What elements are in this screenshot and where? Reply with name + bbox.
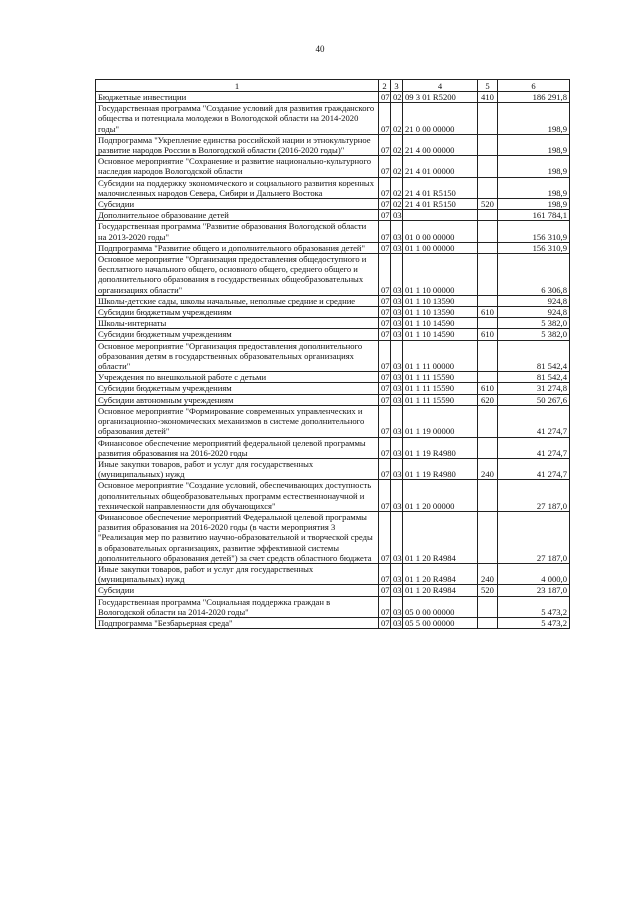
cell-name: Финансовое обеспечение мероприятий Федеральной целевой программы развития образования на 2016-2020 годы (в части мероприятия 3 "Реализация мер по развитию научно-образовательной и творческой среды в образовательных организациях, развитие эффективной системы дополнительного образования детей") за счет средств областного бюджета: [96, 511, 379, 563]
cell-amount: 5 382,0: [498, 318, 570, 329]
cell-expense-type: [478, 318, 498, 329]
cell-amount: 5 382,0: [498, 329, 570, 340]
cell-expense-type: 520: [478, 585, 498, 596]
cell-amount: 31 274,8: [498, 383, 570, 394]
cell-expense-type: [478, 295, 498, 306]
table-row: [96, 480, 570, 512]
cell-expense-type: [478, 103, 498, 135]
cell-expense-type: [478, 340, 498, 372]
cell-name: Бюджетные инвестиции: [96, 92, 379, 103]
cell-section: 07: [379, 458, 391, 479]
cell-name: Основное мероприятие "Организация предоставления общедоступного и бесплатного начального общего, основного общего, среднего общего и дополнительного образования в государственных общеобразовательных организациях области": [96, 254, 379, 296]
cell-subsection: 03: [391, 617, 403, 628]
cell-subsection: 03: [391, 329, 403, 340]
cell-target-code: 21 0 00 00000: [403, 103, 478, 135]
cell-section: 07: [379, 318, 391, 329]
cell-target-code: 21 4 01 R5150: [403, 177, 478, 198]
cell-section: 07: [379, 340, 391, 372]
cell-target-code: 01 1 20 R4984: [403, 585, 478, 596]
cell-name: Субсидии на поддержку экономического и социального развития коренных малочисленных народов Севера, Сибири и Дальнего Востока: [96, 177, 379, 198]
cell-subsection: 03: [391, 563, 403, 584]
cell-section: 07: [379, 372, 391, 383]
cell-target-code: 01 1 10 13590: [403, 295, 478, 306]
table-row: [96, 458, 570, 479]
cell-subsection: 03: [391, 383, 403, 394]
table-row: [96, 199, 570, 210]
page-number: 40: [315, 44, 325, 54]
cell-subsection: 03: [391, 210, 403, 221]
cell-expense-type: 410: [478, 92, 498, 103]
cell-subsection: 03: [391, 318, 403, 329]
cell-name: Субсидии автономным учреждениям: [96, 394, 379, 405]
cell-amount: 198,9: [498, 156, 570, 177]
table-row: [96, 596, 570, 617]
cell-subsection: 03: [391, 242, 403, 253]
cell-name: Субсидии бюджетным учреждениям: [96, 307, 379, 318]
cell-target-code: 01 1 20 00000: [403, 480, 478, 512]
table-row: [96, 585, 570, 596]
cell-target-code: 01 1 10 14590: [403, 318, 478, 329]
table-row: [96, 156, 570, 177]
cell-section: 07: [379, 383, 391, 394]
table-row: [96, 617, 570, 628]
table-row: [96, 394, 570, 405]
cell-subsection: 03: [391, 340, 403, 372]
cell-section: 07: [379, 307, 391, 318]
cell-expense-type: [478, 221, 498, 242]
table-row: [96, 329, 570, 340]
cell-section: 07: [379, 511, 391, 563]
cell-subsection: 03: [391, 458, 403, 479]
cell-section: 07: [379, 177, 391, 198]
cell-subsection: 03: [391, 405, 403, 437]
cell-name: Школы-детские сады, школы начальные, неполные средние и средние: [96, 295, 379, 306]
cell-target-code: 21 4 00 00000: [403, 134, 478, 155]
cell-amount: 924,8: [498, 295, 570, 306]
cell-name: Основное мероприятие "Сохранение и развитие национально-культурного наследия народов Вологодской области: [96, 156, 379, 177]
cell-target-code: 01 1 00 00000: [403, 242, 478, 253]
cell-section: 07: [379, 329, 391, 340]
cell-amount: 924,8: [498, 307, 570, 318]
table-row: [96, 177, 570, 198]
cell-expense-type: [478, 242, 498, 253]
cell-target-code: 01 1 11 15590: [403, 383, 478, 394]
cell-amount: 81 542,4: [498, 372, 570, 383]
table-row: [96, 563, 570, 584]
cell-target-code: 01 1 10 13590: [403, 307, 478, 318]
header-cell-1: 1: [96, 80, 379, 92]
table-row: [96, 383, 570, 394]
cell-expense-type: [478, 617, 498, 628]
cell-section: 07: [379, 596, 391, 617]
cell-section: 07: [379, 585, 391, 596]
table-row: [96, 242, 570, 253]
cell-subsection: 02: [391, 177, 403, 198]
cell-amount: 186 291,8: [498, 92, 570, 103]
cell-target-code: 05 0 00 00000: [403, 596, 478, 617]
cell-target-code: 01 0 00 00000: [403, 221, 478, 242]
cell-amount: 156 310,9: [498, 221, 570, 242]
cell-expense-type: [478, 134, 498, 155]
cell-section: 07: [379, 242, 391, 253]
cell-subsection: 03: [391, 437, 403, 458]
cell-name: Школы-интернаты: [96, 318, 379, 329]
table-row: [96, 405, 570, 437]
cell-name: Государственная программа "Развитие образования Вологодской области на 2013-2020 годы": [96, 221, 379, 242]
cell-section: 07: [379, 210, 391, 221]
cell-name: Финансовое обеспечение мероприятий федеральной целевой программы развития образования на 2016-2020 годы: [96, 437, 379, 458]
cell-target-code: 21 4 01 R5150: [403, 199, 478, 210]
header-cell-3: 3: [391, 80, 403, 92]
cell-name: Основное мероприятие "Формирование современных управленческих и организационно-экономических механизмов в системе дополнительного образования детей": [96, 405, 379, 437]
cell-expense-type: [478, 511, 498, 563]
cell-target-code: 01 1 19 R4980: [403, 437, 478, 458]
cell-amount: 50 267,6: [498, 394, 570, 405]
cell-target-code: 01 1 11 15590: [403, 372, 478, 383]
cell-subsection: 02: [391, 199, 403, 210]
cell-expense-type: [478, 405, 498, 437]
cell-amount: 5 473,2: [498, 617, 570, 628]
cell-expense-type: 520: [478, 199, 498, 210]
cell-name: Подпрограмма "Безбарьерная среда": [96, 617, 379, 628]
cell-expense-type: 240: [478, 563, 498, 584]
cell-name: Государственная программа "Социальная поддержка граждан в Вологодской области на 2014-2020 годы": [96, 596, 379, 617]
cell-amount: 161 784,1: [498, 210, 570, 221]
table-row: [96, 437, 570, 458]
cell-subsection: 03: [391, 394, 403, 405]
cell-section: 07: [379, 617, 391, 628]
cell-name: Государственная программа "Создание условий для развития гражданского общества и потенциала молодежи в Вологодской области на 2014-2020 годы": [96, 103, 379, 135]
cell-expense-type: [478, 254, 498, 296]
cell-target-code: 05 5 00 00000: [403, 617, 478, 628]
cell-section: 07: [379, 103, 391, 135]
cell-name: Субсидии: [96, 199, 379, 210]
cell-expense-type: 240: [478, 458, 498, 479]
cell-section: 07: [379, 394, 391, 405]
table-row: [96, 511, 570, 563]
cell-name: Субсидии бюджетным учреждениям: [96, 329, 379, 340]
table-row: [96, 318, 570, 329]
cell-amount: 41 274,7: [498, 437, 570, 458]
cell-target-code: 01 1 20 R4984: [403, 563, 478, 584]
cell-name: Субсидии: [96, 585, 379, 596]
cell-section: 07: [379, 92, 391, 103]
cell-amount: 5 473,2: [498, 596, 570, 617]
cell-amount: 27 187,0: [498, 511, 570, 563]
cell-expense-type: 620: [478, 394, 498, 405]
table-row: [96, 103, 570, 135]
table-row: [96, 210, 570, 221]
cell-section: 07: [379, 295, 391, 306]
table-row: [96, 307, 570, 318]
cell-section: 07: [379, 134, 391, 155]
cell-name: Основное мероприятие "Организация предоставления дополнительного образования детям в государственных образовательных организациях области": [96, 340, 379, 372]
header-cell-4: 4: [403, 80, 478, 92]
cell-amount: 23 187,0: [498, 585, 570, 596]
cell-name: Иные закупки товаров, работ и услуг для государственных (муниципальных) нужд: [96, 563, 379, 584]
budget-table: [95, 79, 570, 629]
cell-section: 07: [379, 254, 391, 296]
cell-amount: 27 187,0: [498, 480, 570, 512]
cell-target-code: 01 1 20 R4984: [403, 511, 478, 563]
cell-target-code: 01 1 11 15590: [403, 394, 478, 405]
cell-name: Подпрограмма "Укрепление единства российской нации и этнокультурное развитие народов России в Вологодской области (2016-2020 годы)": [96, 134, 379, 155]
cell-subsection: 02: [391, 134, 403, 155]
cell-amount: 198,9: [498, 134, 570, 155]
table-row: [96, 92, 570, 103]
cell-subsection: 03: [391, 307, 403, 318]
cell-expense-type: [478, 437, 498, 458]
cell-subsection: 02: [391, 92, 403, 103]
table-row: [96, 134, 570, 155]
cell-subsection: 02: [391, 103, 403, 135]
cell-name: Учреждения по внешкольной работе с детьми: [96, 372, 379, 383]
cell-target-code: 01 1 10 00000: [403, 254, 478, 296]
cell-expense-type: [478, 210, 498, 221]
cell-subsection: 03: [391, 295, 403, 306]
cell-expense-type: [478, 480, 498, 512]
cell-subsection: 03: [391, 372, 403, 383]
cell-section: 07: [379, 480, 391, 512]
table-row: [96, 254, 570, 296]
cell-expense-type: [478, 156, 498, 177]
cell-section: 07: [379, 221, 391, 242]
cell-name: Субсидии бюджетным учреждениям: [96, 383, 379, 394]
cell-amount: 41 274,7: [498, 405, 570, 437]
cell-target-code: [403, 210, 478, 221]
cell-subsection: 03: [391, 221, 403, 242]
table-row: [96, 221, 570, 242]
cell-expense-type: [478, 372, 498, 383]
cell-target-code: 01 1 11 00000: [403, 340, 478, 372]
cell-amount: 198,9: [498, 199, 570, 210]
cell-target-code: 09 3 01 R5200: [403, 92, 478, 103]
cell-subsection: 03: [391, 596, 403, 617]
cell-section: 07: [379, 199, 391, 210]
cell-name: Иные закупки товаров, работ и услуг для государственных (муниципальных) нужд: [96, 458, 379, 479]
cell-expense-type: [478, 177, 498, 198]
cell-amount: 41 274,7: [498, 458, 570, 479]
cell-amount: 81 542,4: [498, 340, 570, 372]
cell-amount: 156 310,9: [498, 242, 570, 253]
table-row: [96, 340, 570, 372]
cell-target-code: 01 1 19 00000: [403, 405, 478, 437]
cell-section: 07: [379, 563, 391, 584]
cell-name: Основное мероприятие "Создание условий, обеспечивающих доступность дополнительных общеобразовательных программ естественнонаучной и технической направленности для обучающихся": [96, 480, 379, 512]
cell-section: 07: [379, 156, 391, 177]
table-row: [96, 295, 570, 306]
cell-target-code: 21 4 01 00000: [403, 156, 478, 177]
header-cell-5: 5: [478, 80, 498, 92]
cell-subsection: 02: [391, 156, 403, 177]
budget-table-body: [96, 80, 570, 629]
cell-subsection: 03: [391, 254, 403, 296]
cell-target-code: 01 1 10 14590: [403, 329, 478, 340]
cell-subsection: 03: [391, 480, 403, 512]
cell-target-code: 01 1 19 R4980: [403, 458, 478, 479]
cell-section: 07: [379, 437, 391, 458]
cell-section: 07: [379, 405, 391, 437]
cell-expense-type: 610: [478, 329, 498, 340]
cell-name: Дополнительное образование детей: [96, 210, 379, 221]
cell-expense-type: [478, 596, 498, 617]
header-cell-2: 2: [379, 80, 391, 92]
cell-amount: 198,9: [498, 177, 570, 198]
cell-amount: 6 306,8: [498, 254, 570, 296]
cell-expense-type: 610: [478, 383, 498, 394]
cell-amount: 4 000,0: [498, 563, 570, 584]
cell-name: Подпрограмма "Развитие общего и дополнительного образования детей": [96, 242, 379, 253]
header-cell-6: 6: [498, 80, 570, 92]
cell-subsection: 03: [391, 511, 403, 563]
table-row: [96, 372, 570, 383]
cell-amount: 198,9: [498, 103, 570, 135]
cell-expense-type: 610: [478, 307, 498, 318]
cell-subsection: 03: [391, 585, 403, 596]
table-header-row: [96, 80, 570, 92]
